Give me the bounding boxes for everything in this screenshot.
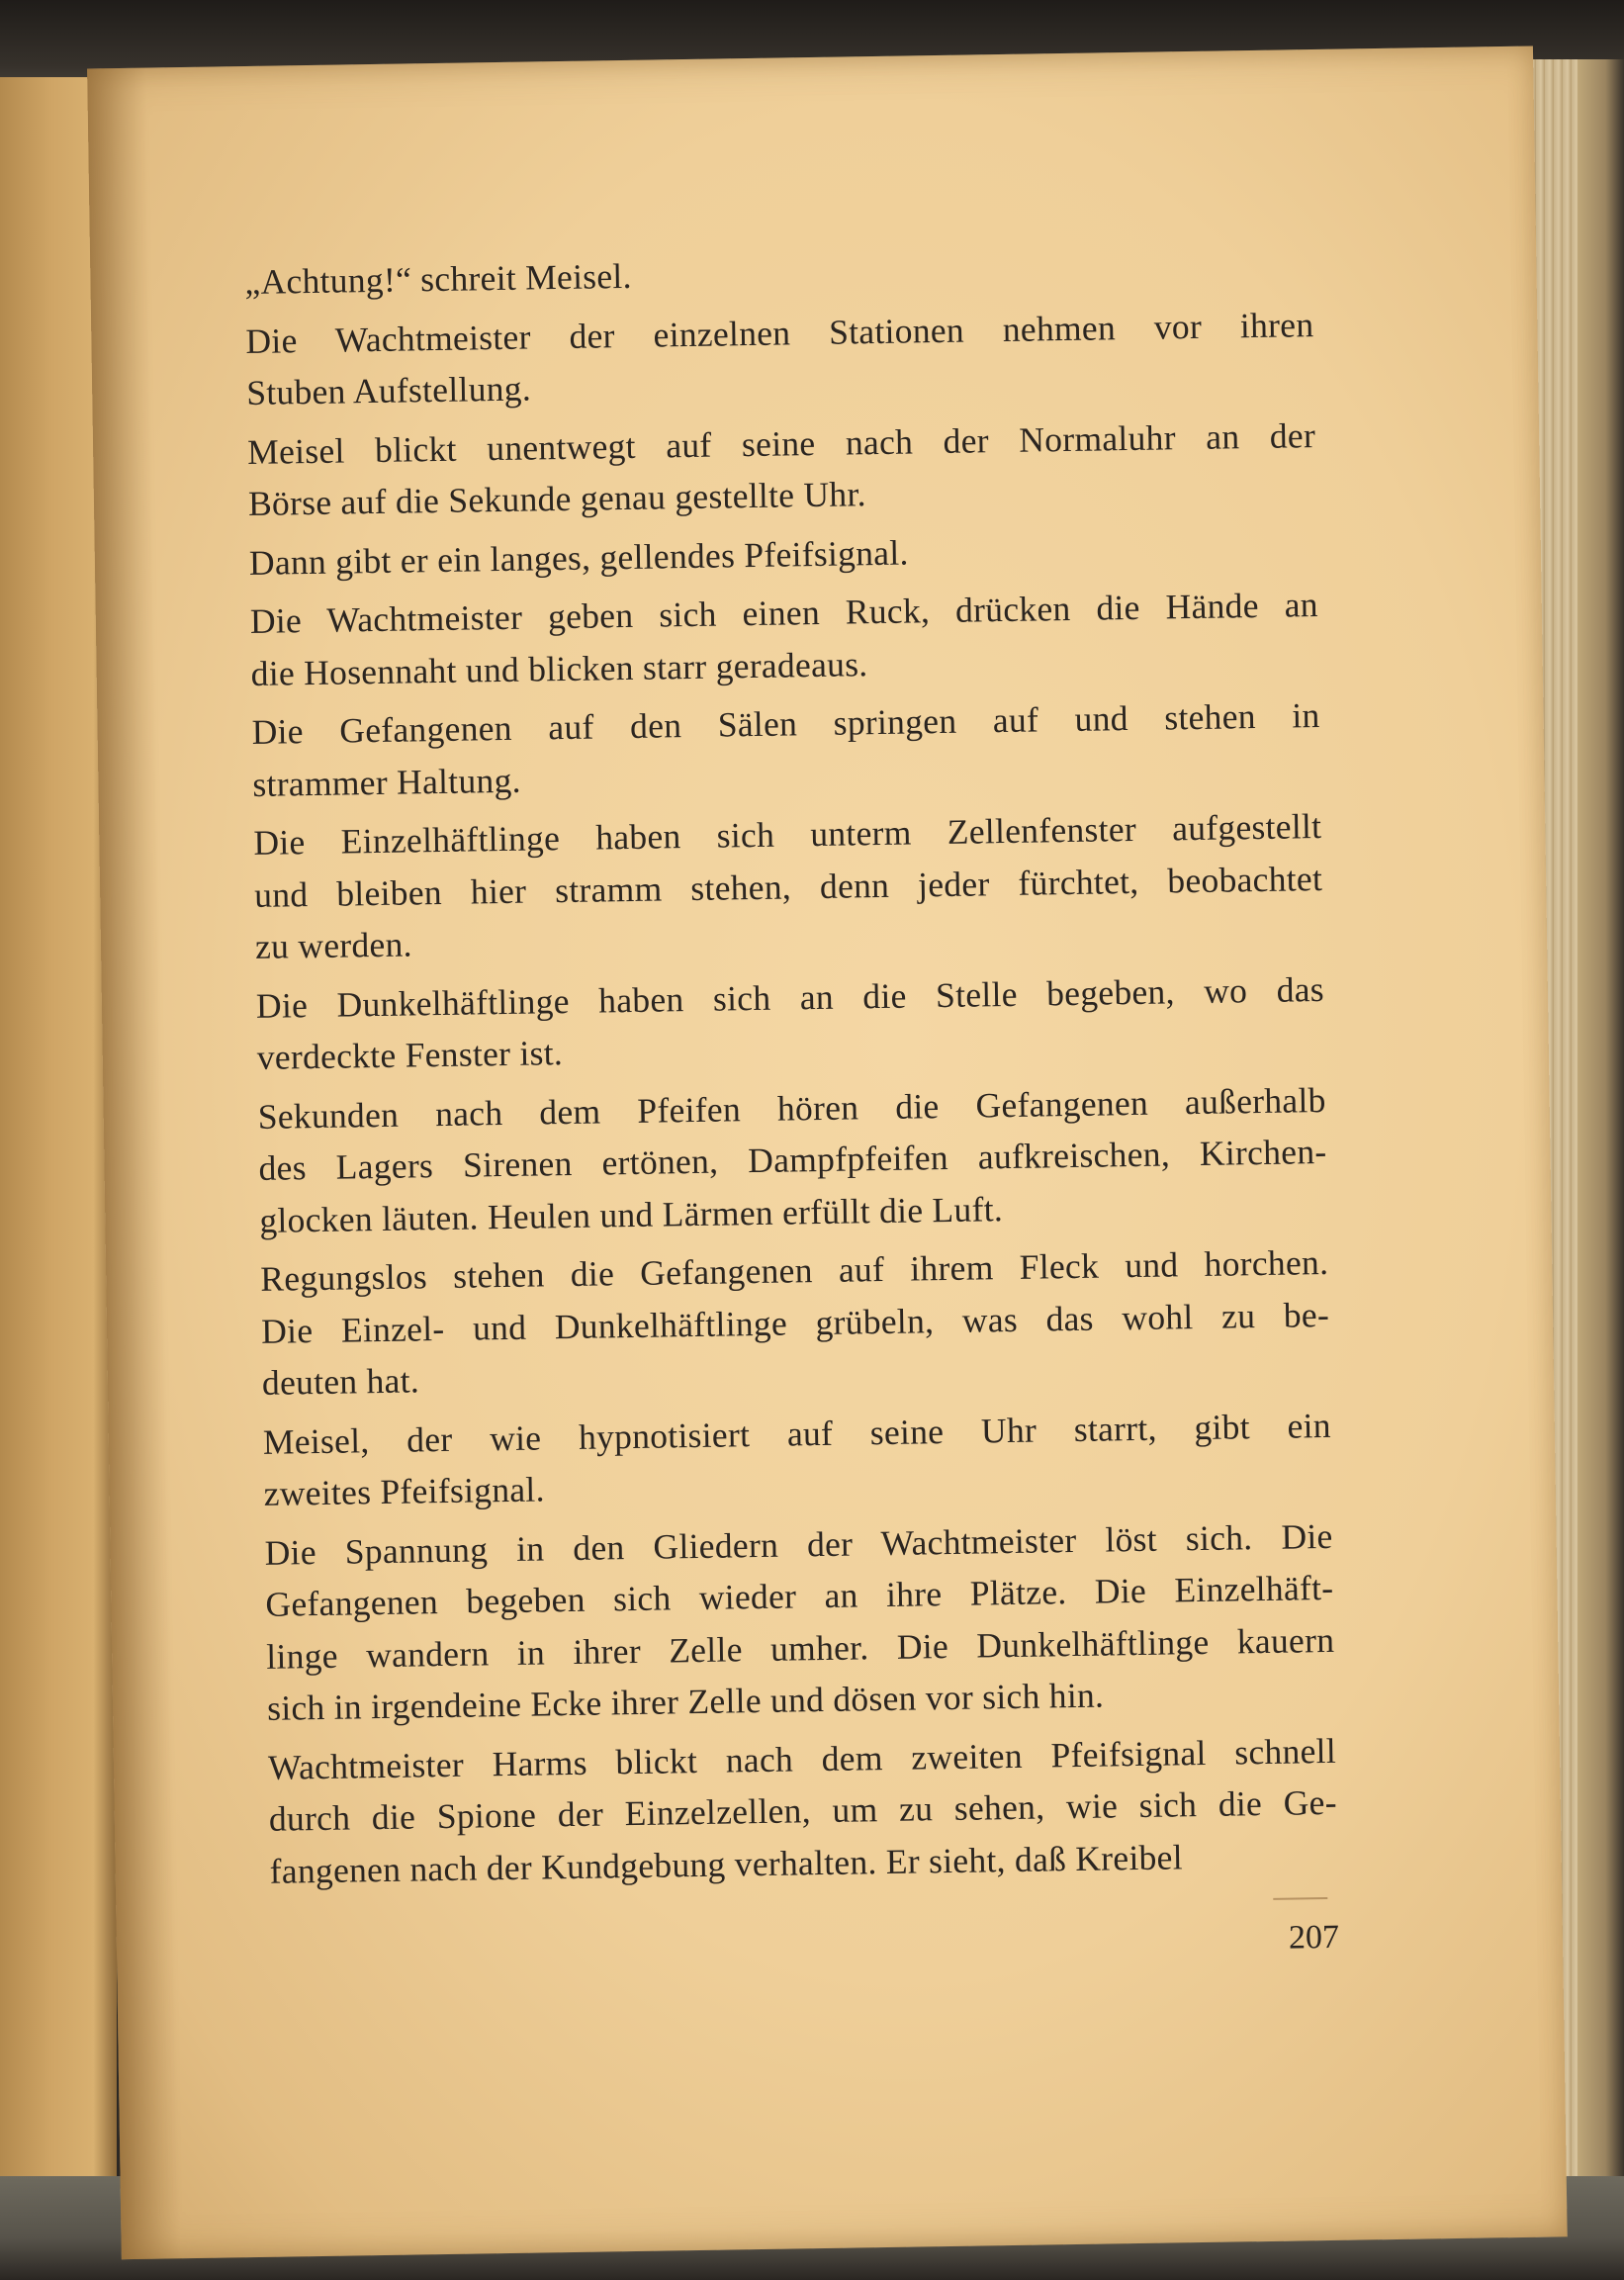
text-line: Die Gefangenen auf den Sälen springen auf und stehen in (251, 694, 1320, 752)
text-line: durch die Spione der Einzelzellen, um zu sehen, wie sich die Ge- (268, 1781, 1338, 1839)
paragraph (256, 962, 1326, 1083)
text-line: die Hosennaht und blicken starr geradeaus. (250, 643, 868, 693)
paragraph (249, 579, 1319, 699)
paragraph (260, 1236, 1330, 1409)
text-line: deuten hat. (261, 1360, 420, 1403)
text-line: „Achtung!“ schreit Meisel. (244, 255, 633, 303)
text-line: fangenen nach der Kundgebung verhalten. Er sieht, daß Kreibel (269, 1836, 1184, 1891)
text-line: Die Wachtmeister der einzelnen Stationen nehmen vor ihren (245, 304, 1314, 361)
text-line: verdeckte Fenster ist. (256, 1033, 564, 1077)
paragraph (263, 1399, 1333, 1519)
paragraph (257, 1073, 1327, 1245)
text-line: zweites Pfeifsignal. (263, 1469, 546, 1513)
paragraph (251, 689, 1321, 810)
text-line: Die Einzel- und Dunkelhäftlinge grübeln, was das wohl zu be- (260, 1294, 1330, 1351)
body-text (244, 239, 1338, 1897)
text-line: sich in irgendeine Ecke ihrer Zelle und dösen vor sich hin. (266, 1675, 1105, 1728)
text-line: Gefangenen begeben sich wieder an ihre Plätze. Die Einzelhäft- (265, 1567, 1334, 1624)
paragraph (268, 1724, 1338, 1896)
text-line: des Lagers Sirenen ertönen, Dampfpfeifen aufkreischen, Kirchen- (258, 1131, 1327, 1188)
paragraph (245, 299, 1315, 419)
text-line: Stuben Aufstellung. (245, 368, 532, 412)
paragraph (264, 1509, 1335, 1734)
text-line: Die Spannung in den Gliedern der Wachtmeister löst sich. Die (264, 1515, 1333, 1573)
paragraph (253, 800, 1323, 972)
text-line: Regungslos stehen die Gefangenen auf ihrem Fleck und horchen. (260, 1241, 1329, 1299)
text-line: Börse auf die Sekunde genau gestellte Uhr. (247, 474, 867, 523)
page-number: 207 (1288, 1918, 1340, 1957)
page-number-rule (1273, 1897, 1327, 1900)
book-page (87, 46, 1568, 2260)
text-line: glocken läuten. Heulen und Lärmen erfüllt die Luft. (259, 1188, 1004, 1240)
text-line: Sekunden nach dem Pfeifen hören die Gefangenen außerhalb (257, 1079, 1326, 1137)
text-line: Die Einzelhäftlinge haben sich unterm Zellenfenster aufgestellt (253, 805, 1322, 863)
text-line: Die Wachtmeister geben sich einen Ruck, drücken die Hände an (249, 585, 1319, 641)
text-line: strammer Haltung. (252, 760, 522, 804)
book-cover-right-edge (1578, 59, 1624, 2280)
text-line: Meisel, der wie hypnotisiert auf seine Uhr starrt, gibt ein (262, 1405, 1332, 1462)
text-line: und bleiben hier stramm stehen, denn jeder fürchtet, beobachtet (253, 858, 1323, 915)
text-line: Die Dunkelhäftlinge haben sich an die Stelle begeben, wo das (255, 968, 1325, 1026)
text-line: Meisel blickt unentwegt auf seine nach der Normaluhr an der (246, 414, 1316, 472)
text-line: Wachtmeister Harms blickt nach dem zweiten Pfeifsignal schnell (267, 1730, 1337, 1787)
paragraph (247, 410, 1317, 530)
text-line: linge wandern in ihrer Zelle umher. Die Dunkelhäftlinge kauern (266, 1619, 1335, 1677)
text-line: zu werden. (254, 924, 413, 966)
text-line: Dann gibt er ein langes, gellendes Pfeifsignal. (248, 531, 909, 583)
